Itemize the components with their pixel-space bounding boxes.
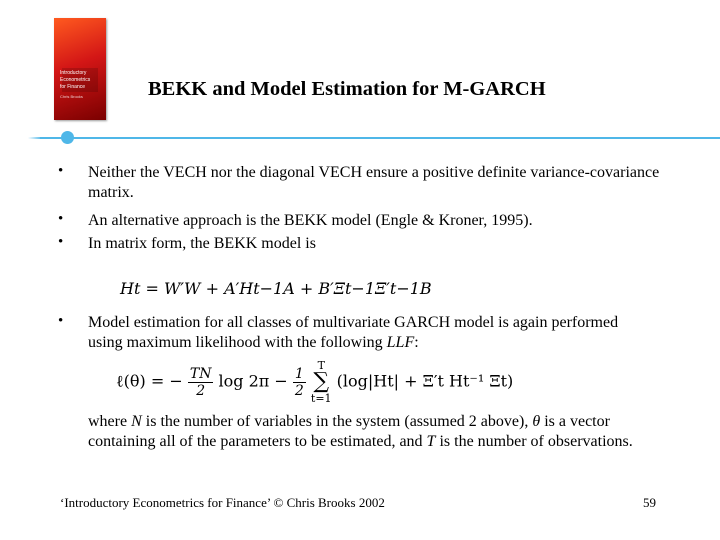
llf-summation — [311, 360, 332, 404]
sigma-symbol: ∑ — [313, 369, 330, 394]
llf-sum-lower: t=1 — [310, 392, 332, 405]
variable-n: N — [131, 413, 142, 430]
bullet-text-4-end: : — [414, 334, 419, 351]
bullet-marker-3: • — [58, 234, 64, 250]
explanation-part-4: is the number of observations. — [435, 433, 633, 450]
explanation-text — [88, 412, 668, 452]
bullet-marker-1: • — [58, 163, 64, 179]
llf-fraction-half — [293, 366, 306, 399]
bullet-marker-4: • — [58, 313, 64, 329]
bekk-equation: Ht = W′W + A′Ht−1A + B′Ξt−1Ξ′t−1B — [120, 279, 432, 298]
book-cover-author: Chris Brooks — [60, 94, 83, 99]
variable-t: T — [426, 433, 436, 450]
llf-equation — [116, 360, 513, 404]
llf-log-2pi: log 2π − — [218, 371, 288, 391]
bullet-text-4-main: Model estimation for all classes of multivariate GARCH model is again performed using maximum likelihood with the following — [88, 314, 619, 351]
explanation-part-2: is the number of variables in the system (assumed 2 above), — [141, 413, 533, 430]
variable-theta: θ — [532, 413, 541, 430]
bullet-text-3: In matrix form, the BEKK model is — [88, 235, 316, 252]
bullet-text-4 — [88, 313, 648, 353]
llf-lhs: ℓ(θ) = − — [116, 371, 183, 391]
bullet-text-1: Neither the VECH nor the diagonal VECH ensure a positive definite variance-covariance matrix. — [88, 164, 660, 201]
llf-sum-upper: T — [317, 359, 325, 372]
explanation-part-1: where — [88, 413, 132, 430]
bullet-marker-2: • — [58, 211, 64, 227]
title-rule — [40, 137, 720, 139]
footer-citation: ‘Introductory Econometrics for Finance’ © Chris Brooks 2002 — [60, 495, 385, 510]
llf-fraction-half-numerator: 1 — [294, 365, 304, 382]
llf-fraction-tn-denominator: 2 — [196, 382, 206, 399]
llf-fraction-tn-numerator: TN — [189, 365, 212, 382]
page-number: 59 — [643, 495, 656, 510]
book-cover-title-line-2: Econometrics — [60, 77, 91, 83]
llf-term: LLF — [386, 334, 415, 351]
bullet-text-2: An alternative approach is the BEKK model (Engle & Kroner, 1995). — [88, 212, 533, 229]
slide-title: BEKK and Model Estimation for M-GARCH — [148, 78, 546, 100]
llf-fraction-tn — [188, 366, 214, 399]
book-cover-image — [54, 18, 106, 120]
llf-fraction-half-denominator: 2 — [294, 382, 304, 399]
book-cover-title-line-1: Introductory — [60, 70, 87, 76]
explanation-part-3: is a vector containing all of the parameters to be estimated, and — [88, 413, 610, 450]
title-rule-dot — [61, 131, 74, 144]
book-cover-title-line-3: for Finance — [60, 84, 86, 90]
llf-rhs: (log|Ht| + Ξ′t Ht⁻¹ Ξt) — [336, 371, 514, 391]
